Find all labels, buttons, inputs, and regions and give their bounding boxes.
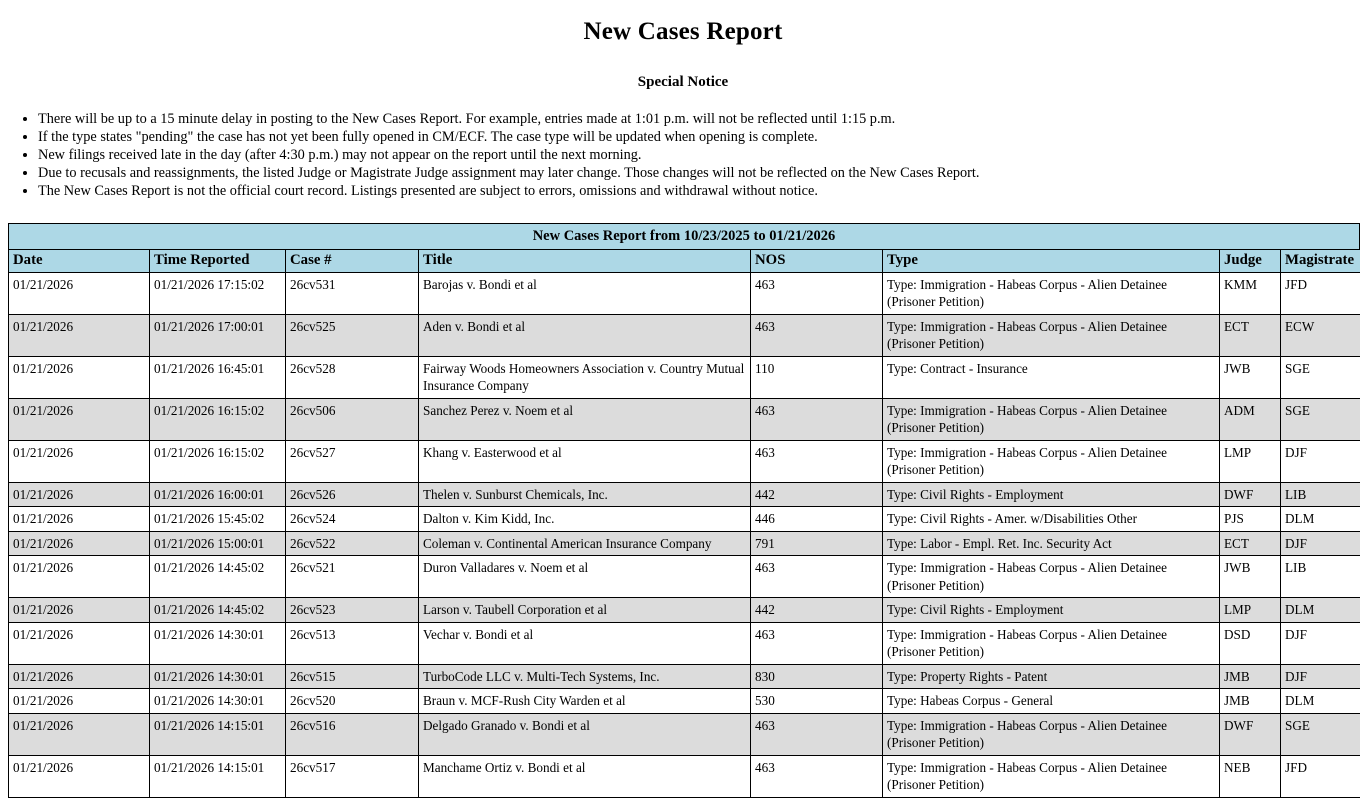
cell-nos: 463: [751, 556, 883, 598]
cases-table-wrapper: [8, 223, 1360, 798]
cell-title: Sanchez Perez v. Noem et al: [419, 398, 751, 440]
cell-date: 01/21/2026: [9, 598, 150, 623]
cell-judge: KMM: [1220, 272, 1281, 314]
cell-date: 01/21/2026: [9, 755, 150, 797]
cell-case-number: 26cv526: [286, 482, 419, 507]
cell-type-line-1: Type: Immigration - Habeas Corpus - Alien Detainee: [887, 444, 1167, 460]
cell-type-line-2: (Prisoner Petition): [887, 735, 985, 750]
cell-judge: ECT: [1220, 314, 1281, 356]
cell-type-line-2: (Prisoner Petition): [887, 462, 985, 477]
cell-case-number: 26cv528: [286, 356, 419, 398]
cell-type-line-1: Type: Labor - Empl. Ret. Inc. Security Act: [887, 535, 1112, 551]
notice-list: [0, 111, 1366, 201]
cell-nos: 463: [751, 755, 883, 797]
cell-nos: 791: [751, 531, 883, 556]
cell-type-line-2: (Prisoner Petition): [887, 577, 985, 593]
cell-time-reported: 01/21/2026 17:00:01: [150, 314, 286, 356]
cell-date: 01/21/2026: [9, 482, 150, 507]
cell-nos: 830: [751, 664, 883, 689]
table-row[interactable]: [9, 531, 1361, 556]
cell-title: Duron Valladares v. Noem et al: [419, 556, 751, 598]
cell-type-line-1: Type: Property Rights - Patent: [887, 668, 1048, 684]
table-header-row: [9, 249, 1361, 272]
cell-date: 01/21/2026: [9, 531, 150, 556]
cell-date: 01/21/2026: [9, 664, 150, 689]
cell-time-reported: 01/21/2026 17:15:02: [150, 272, 286, 314]
cell-nos: 463: [751, 272, 883, 314]
cell-date: 01/21/2026: [9, 556, 150, 598]
table-row[interactable]: [9, 622, 1361, 664]
cell-magistrate: JFD: [1281, 755, 1361, 797]
cell-type: [883, 314, 1220, 356]
cell-type: [883, 531, 1220, 556]
page-title: New Cases Report: [583, 18, 783, 45]
cell-type: [883, 440, 1220, 482]
cell-type-line-2: (Prisoner Petition): [887, 420, 985, 435]
table-body: [9, 272, 1361, 797]
cell-type-line-1: Type: Immigration - Habeas Corpus - Alien Detainee: [887, 626, 1167, 642]
cell-magistrate: DJF: [1281, 440, 1361, 482]
cell-date: 01/21/2026: [9, 314, 150, 356]
cell-nos: 110: [751, 356, 883, 398]
cell-type-line-2: (Prisoner Petition): [887, 294, 985, 309]
cell-title: Thelen v. Sunburst Chemicals, Inc.: [419, 482, 751, 507]
column-header-date[interactable]: Date: [9, 249, 150, 272]
cell-date: 01/21/2026: [9, 507, 150, 532]
cell-type-line-1: Type: Civil Rights - Employment: [887, 486, 1064, 502]
table-row[interactable]: [9, 556, 1361, 598]
cell-time-reported: 01/21/2026 16:15:02: [150, 440, 286, 482]
cell-judge: DWF: [1220, 713, 1281, 755]
cell-nos: 463: [751, 440, 883, 482]
column-header-title[interactable]: Title: [419, 249, 751, 272]
cell-nos: 530: [751, 689, 883, 714]
cell-judge: ECT: [1220, 531, 1281, 556]
cell-case-number: 26cv513: [286, 622, 419, 664]
table-row[interactable]: [9, 664, 1361, 689]
cell-judge: DSD: [1220, 622, 1281, 664]
cell-nos: 446: [751, 507, 883, 532]
cell-magistrate: LIB: [1281, 482, 1361, 507]
cell-case-number: 26cv517: [286, 755, 419, 797]
cell-judge: JMB: [1220, 664, 1281, 689]
table-row[interactable]: [9, 482, 1361, 507]
cell-magistrate: DJF: [1281, 664, 1361, 689]
cell-judge: LMP: [1220, 598, 1281, 623]
column-header-case-number[interactable]: Case #: [286, 249, 419, 272]
cell-type: [883, 664, 1220, 689]
cell-case-number: 26cv516: [286, 713, 419, 755]
cell-title: Fairway Woods Homeowners Association v. Country Mutual Insurance Company: [419, 356, 751, 398]
cell-nos: 463: [751, 622, 883, 664]
cell-type: [883, 272, 1220, 314]
cell-time-reported: 01/21/2026 16:45:01: [150, 356, 286, 398]
cell-case-number: 26cv531: [286, 272, 419, 314]
cell-title: Dalton v. Kim Kidd, Inc.: [419, 507, 751, 532]
cell-magistrate: ECW: [1281, 314, 1361, 356]
cell-time-reported: 01/21/2026 14:15:01: [150, 755, 286, 797]
cell-type-line-1: Type: Civil Rights - Employment: [887, 602, 1064, 617]
cell-judge: DWF: [1220, 482, 1281, 507]
cell-time-reported: 01/21/2026 16:15:02: [150, 398, 286, 440]
cell-magistrate: SGE: [1281, 398, 1361, 440]
cell-case-number: 26cv523: [286, 598, 419, 623]
cell-nos: 463: [751, 398, 883, 440]
cell-case-number: 26cv521: [286, 556, 419, 598]
cell-type: [883, 622, 1220, 664]
column-header-nos[interactable]: NOS: [751, 249, 883, 272]
cell-time-reported: 01/21/2026 15:00:01: [150, 531, 286, 556]
cell-magistrate: SGE: [1281, 356, 1361, 398]
cell-case-number: 26cv520: [286, 689, 419, 714]
cell-magistrate: LIB: [1281, 556, 1361, 598]
report-page: [0, 18, 1366, 798]
cell-magistrate: DLM: [1281, 598, 1361, 623]
cell-type: [883, 689, 1220, 714]
table-row[interactable]: [9, 689, 1361, 714]
cell-type: [883, 755, 1220, 797]
cell-type-line-1: Type: Immigration - Habeas Corpus - Alien Detainee: [887, 276, 1167, 292]
cell-type-line-1: Type: Immigration - Habeas Corpus - Alien Detainee: [887, 318, 1167, 334]
cell-time-reported: 01/21/2026 14:30:01: [150, 664, 286, 689]
column-header-judge[interactable]: Judge: [1220, 249, 1281, 272]
cell-time-reported: 01/21/2026 14:45:02: [150, 598, 286, 623]
table-row[interactable]: [9, 440, 1361, 482]
table-row[interactable]: [9, 398, 1361, 440]
cell-judge: JWB: [1220, 556, 1281, 598]
cell-date: 01/21/2026: [9, 622, 150, 664]
cell-date: 01/21/2026: [9, 398, 150, 440]
notice-item: • Due to recusals and reassignments, the listed Judge or Magistrate Judge assignment may later change. Those changes will not be reflected on the New Cases Report.: [38, 165, 1366, 183]
table-row[interactable]: [9, 356, 1361, 398]
table-row[interactable]: [9, 314, 1361, 356]
cell-type-line-1: Type: Contract - Insurance: [887, 360, 1028, 376]
cell-time-reported: 01/21/2026 14:45:02: [150, 556, 286, 598]
cell-type-line-2: (Prisoner Petition): [887, 336, 985, 351]
cell-title: TurboCode LLC v. Multi-Tech Systems, Inc.: [419, 664, 751, 689]
cell-title: Manchame Ortiz v. Bondi et al: [419, 755, 751, 797]
cell-magistrate: DLM: [1281, 507, 1361, 532]
cell-date: 01/21/2026: [9, 272, 150, 314]
notice-item: • If the type states "pending" the case has not yet been fully opened in CM/ECF. The case type will be updated when opening is complete.: [38, 129, 1366, 147]
cell-magistrate: DJF: [1281, 531, 1361, 556]
table-row[interactable]: [9, 598, 1361, 623]
cell-date: 01/21/2026: [9, 689, 150, 714]
cell-nos: 463: [751, 713, 883, 755]
table-row[interactable]: [9, 272, 1361, 314]
cell-title: Khang v. Easterwood et al: [419, 440, 751, 482]
column-header-magistrate[interactable]: Magistrate: [1281, 249, 1361, 272]
column-header-time-reported[interactable]: Time Reported: [150, 249, 286, 272]
cell-time-reported: 01/21/2026 14:30:01: [150, 622, 286, 664]
cell-type-line-1: Type: Immigration - Habeas Corpus - Alien Detainee: [887, 717, 1167, 733]
table-row[interactable]: [9, 755, 1361, 797]
cell-case-number: 26cv522: [286, 531, 419, 556]
cell-nos: 463: [751, 314, 883, 356]
cell-title: Aden v. Bondi et al: [419, 314, 751, 356]
cell-type: [883, 507, 1220, 532]
cell-nos: 442: [751, 482, 883, 507]
cell-title: Delgado Granado v. Bondi et al: [419, 713, 751, 755]
cell-type: [883, 398, 1220, 440]
notice-item: • New filings received late in the day (after 4:30 p.m.) may not appear on the report until the next morning.: [38, 147, 1366, 165]
cell-judge: NEB: [1220, 755, 1281, 797]
special-notice-heading: Special Notice: [637, 74, 729, 90]
cell-magistrate: DJF: [1281, 622, 1361, 664]
cell-type: [883, 482, 1220, 507]
notice-item: • The New Cases Report is not the official court record. Listings presented are subject to errors, omissions and withdrawal without notice.: [38, 183, 1366, 201]
cell-case-number: 26cv525: [286, 314, 419, 356]
cell-date: 01/21/2026: [9, 356, 150, 398]
cell-time-reported: 01/21/2026 14:15:01: [150, 713, 286, 755]
cell-judge: PJS: [1220, 507, 1281, 532]
table-head: [9, 249, 1361, 272]
cell-title: Vechar v. Bondi et al: [419, 622, 751, 664]
cell-case-number: 26cv506: [286, 398, 419, 440]
cell-judge: LMP: [1220, 440, 1281, 482]
cell-type-line-1: Type: Civil Rights - Amer. w/Disabilities Other: [887, 511, 1137, 526]
cell-date: 01/21/2026: [9, 713, 150, 755]
cell-type-line-1: Type: Immigration - Habeas Corpus - Alien Detainee: [887, 402, 1167, 418]
cell-type: [883, 713, 1220, 755]
table-row[interactable]: [9, 713, 1361, 755]
table-row[interactable]: [9, 507, 1361, 532]
cell-time-reported: 01/21/2026 15:45:02: [150, 507, 286, 532]
cell-time-reported: 01/21/2026 14:30:01: [150, 689, 286, 714]
notice-item: • There will be up to a 15 minute delay in posting to the New Cases Report. For example, entries made at 1:01 p.m. will not be reflected until 1:15 p.m.: [38, 111, 1366, 129]
cell-case-number: 26cv527: [286, 440, 419, 482]
cell-date: 01/21/2026: [9, 440, 150, 482]
cell-title: Coleman v. Continental American Insurance Company: [419, 531, 751, 556]
cell-magistrate: JFD: [1281, 272, 1361, 314]
cell-nos: 442: [751, 598, 883, 623]
cell-type-line-2: (Prisoner Petition): [887, 644, 985, 659]
cell-title: Larson v. Taubell Corporation et al: [419, 598, 751, 623]
cell-judge: JWB: [1220, 356, 1281, 398]
cell-type-line-1: Type: Immigration - Habeas Corpus - Alien Detainee: [887, 560, 1167, 575]
cell-magistrate: DLM: [1281, 689, 1361, 714]
cell-judge: JMB: [1220, 689, 1281, 714]
new-cases-table: [8, 223, 1360, 798]
cell-type: [883, 356, 1220, 398]
cell-type-line-1: Type: Immigration - Habeas Corpus - Alien Detainee: [887, 759, 1167, 775]
cell-type-line-1: Type: Habeas Corpus - General: [887, 693, 1054, 708]
cell-case-number: 26cv515: [286, 664, 419, 689]
cell-title: Barojas v. Bondi et al: [419, 272, 751, 314]
cell-time-reported: 01/21/2026 16:00:01: [150, 482, 286, 507]
cell-title: Braun v. MCF-Rush City Warden et al: [419, 689, 751, 714]
column-header-type[interactable]: Type: [883, 249, 1220, 272]
cell-case-number: 26cv524: [286, 507, 419, 532]
cell-magistrate: SGE: [1281, 713, 1361, 755]
cell-type: [883, 598, 1220, 623]
cell-type: [883, 556, 1220, 598]
cell-judge: ADM: [1220, 398, 1281, 440]
table-caption: New Cases Report from 10/23/2025 to 01/21/2026: [8, 223, 1360, 249]
cell-type-line-2: (Prisoner Petition): [887, 777, 985, 792]
